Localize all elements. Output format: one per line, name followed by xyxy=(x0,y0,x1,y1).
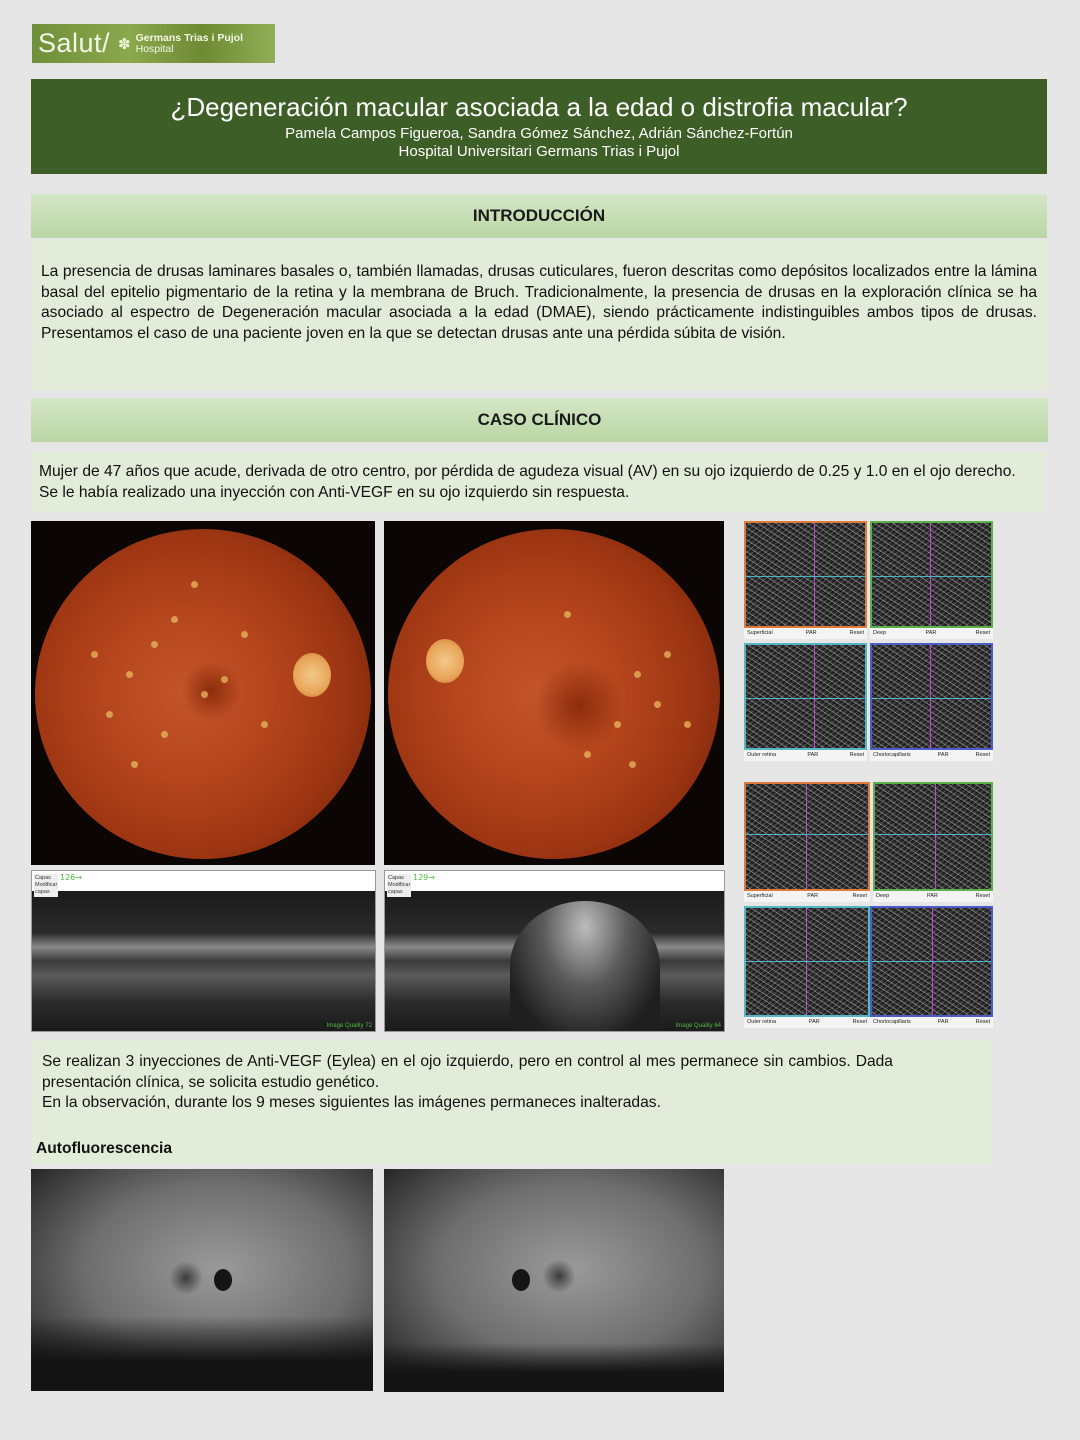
fundus-photo-left-eye xyxy=(384,521,724,865)
octa-reset-button[interactable]: Reset xyxy=(852,893,867,899)
fundus-photo-right-eye xyxy=(31,521,375,865)
evolution-panel xyxy=(31,1040,993,1164)
octa-outer-top xyxy=(744,643,867,761)
oct-layer-menu[interactable] xyxy=(34,874,58,897)
octa-par-toggle[interactable]: PAR xyxy=(937,1019,949,1025)
octa-par-toggle[interactable]: PAR xyxy=(926,893,938,899)
octa-layer-select[interactable]: Deep xyxy=(873,630,887,636)
oct-menu-line3: capas xyxy=(388,889,403,895)
octa-layer-select[interactable]: Superficial xyxy=(747,630,773,636)
oct-scan-left-eye xyxy=(384,870,725,1032)
octa-reset-button[interactable]: Reset xyxy=(849,752,864,758)
logo-hospital-name xyxy=(136,33,243,55)
octa-par-toggle[interactable]: PAR xyxy=(807,893,819,899)
poster-title: ¿Degeneración macular asociada a la edad o distrofia macular? xyxy=(170,92,908,122)
case-text: Mujer de 47 años que acude, derivada de otro centro, por pérdida de agudeza visual (AV) en su ojo izquierdo de 0.25 y 1.0 en el ojo derecho. Se le había realizado una inyección con Anti-VEGF en su ojo izquierdo sin respuesta. xyxy=(39,463,1016,501)
octa-reset-button[interactable]: Reset xyxy=(975,893,990,899)
hospital-logo xyxy=(32,24,275,63)
flower-icon: ✽ xyxy=(118,35,131,53)
oct-menu-line3: capas xyxy=(35,889,50,895)
logo-hospital-line2: Hospital xyxy=(135,42,174,55)
octa-reset-button[interactable]: Reset xyxy=(975,752,990,758)
poster-authors: Pamela Campos Figueroa, Sandra Gómez Sánchez, Adrián Sánchez-Fortún xyxy=(285,125,793,142)
octa-layer-select[interactable]: Outer retina xyxy=(747,1019,777,1025)
octa-deep-bottom xyxy=(873,782,993,902)
octa-reset-button[interactable]: Reset xyxy=(975,630,990,636)
oct-menu-line2: Modificar xyxy=(388,882,411,888)
octa-superficial-top xyxy=(744,521,867,639)
octa-par-toggle[interactable]: PAR xyxy=(808,1019,820,1025)
octa-outer-bottom xyxy=(744,906,870,1028)
logo-brand: Salut/ xyxy=(38,28,111,58)
octa-chorio-bottom xyxy=(870,906,993,1028)
poster-header xyxy=(31,79,1047,174)
autofluorescence-heading: Autofluorescencia xyxy=(36,1140,173,1157)
octa-layer-select[interactable]: Choriocapillaris xyxy=(873,752,911,758)
octa-layer-select[interactable]: Deep xyxy=(876,893,890,899)
oct-menu-line1: Capas xyxy=(35,875,51,881)
octa-par-toggle[interactable]: PAR xyxy=(807,752,819,758)
octa-layer-select[interactable]: Outer retina xyxy=(747,752,777,758)
oct-scan-number: 126→ xyxy=(60,873,82,882)
autofluorescence-left-eye xyxy=(384,1169,724,1392)
octa-superficial-bottom xyxy=(744,782,870,902)
octa-chorio-top xyxy=(870,643,993,761)
octa-reset-button[interactable]: Reset xyxy=(849,630,864,636)
octa-reset-button[interactable]: Reset xyxy=(975,1019,990,1025)
case-heading: CASO CLÍNICO xyxy=(31,398,1048,442)
intro-text: La presencia de drusas laminares basales o, también llamadas, drusas cuticulares, fueron descritas como depósitos localizados entre la lámina basal del epitelio pigmentario de la retina y la membrana de Bruch. Tradicionalmente, la presencia de drusas en la exploración clínica se ha asociado al espectro de Degeneración macular asociada a la edad (DMAE), siendo prácticamente indistinguibles ambos tipos de drusas. Presentamos el caso de una paciente joven en la que se detectan drusas ante una pérdida súbita de visión. xyxy=(41,263,1037,342)
evolution-text: Se realizan 3 inyecciones de Anti-VEGF (Eylea) en el ojo izquierdo, pero en control al mes permanece sin cambios. Dada presentación clínica, se solicita estudio genético. xyxy=(42,1053,893,1091)
oct-menu-line2: Modificar xyxy=(35,882,58,888)
oct-menu-line1: Capas xyxy=(388,875,404,881)
poster-institution: Hospital Universitari Germans Trias i Pujol xyxy=(398,143,680,160)
case-panel xyxy=(31,452,1045,512)
octa-par-toggle[interactable]: PAR xyxy=(805,630,817,636)
octa-layer-select[interactable]: Superficial xyxy=(747,893,773,899)
octa-par-toggle[interactable]: PAR xyxy=(937,752,949,758)
intro-panel xyxy=(31,240,1047,390)
oct-scan-right-eye xyxy=(31,870,376,1032)
oct-image-quality: Image Quality 72 xyxy=(326,1023,372,1029)
autofluorescence-right-eye xyxy=(31,1169,373,1391)
octa-deep-top xyxy=(870,521,993,639)
octa-par-toggle[interactable]: PAR xyxy=(925,630,937,636)
octa-reset-button[interactable]: Reset xyxy=(852,1019,867,1025)
oct-image-quality: Image Quality 64 xyxy=(675,1023,721,1029)
evolution-text-2: En la observación, durante los 9 meses siguientes las imágenes permaneces inalteradas. xyxy=(42,1094,661,1111)
octa-layer-select[interactable]: Choriocapillaris xyxy=(873,1019,911,1025)
oct-scan-number: 129→ xyxy=(413,873,435,882)
oct-layer-menu[interactable] xyxy=(387,874,411,897)
intro-heading: INTRODUCCIÓN xyxy=(31,194,1047,238)
logo-hospital-line1: Germans Trias i Pujol xyxy=(135,31,243,44)
